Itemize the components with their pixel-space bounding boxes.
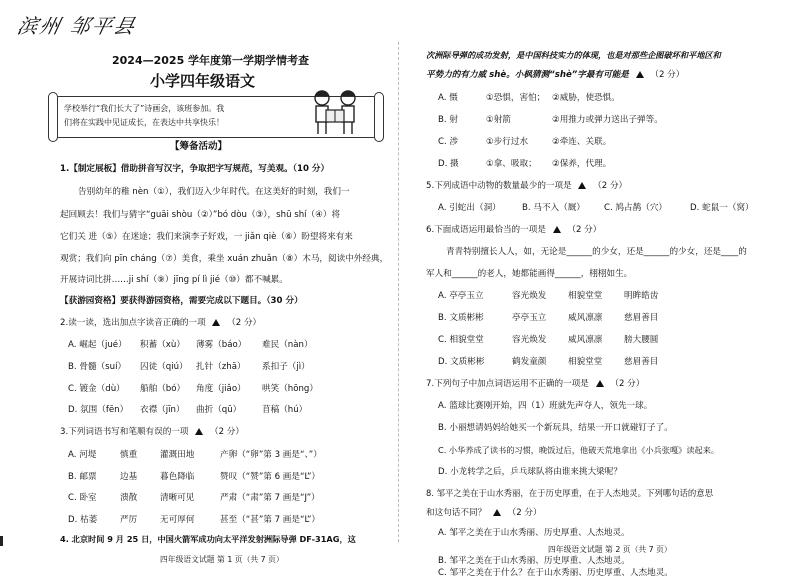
q5-score: （2 分） (593, 181, 628, 191)
q4-option-d-3: ②保养，代理。 (552, 159, 612, 169)
q7-score: （2 分） (610, 379, 645, 389)
q7-heading (426, 379, 644, 390)
q1-line-4: 观赏；我们向 pīn cháng（⑦）美食，乘坐 xuán zhuǎn（⑧）木马，阅读中外经典， (60, 254, 389, 264)
q6-option-a-2: 容光焕发 (512, 291, 547, 301)
q6-heading-text: 6.下面成语运用最恰当的一项是 (426, 225, 546, 235)
q3-option-b-4: 赞叹（“赞”第 6 画是“L”） (220, 472, 321, 482)
margin-mark (0, 536, 3, 546)
q8-score: （2 分） (507, 508, 542, 518)
q2-score: （2 分） (227, 318, 262, 328)
exam-title: 2024—2025 学年度第一学期学情考查 (112, 54, 310, 67)
q6-option-d-1: D. 文质彬彬 (438, 357, 485, 367)
q3-score: （2 分） (209, 427, 244, 437)
banner-line-1: 学校举行“我们长大了”诗画会，该班参加。我 (64, 104, 225, 113)
q1-heading: 1.【制定展板】借助拼音写汉字，争取把字写规范，写美观。（10 分） (60, 164, 330, 174)
q8-line-2 (426, 508, 542, 519)
q7-option-c: C. 小华养成了读书的习惯，晚饭过后，他破天荒地拿出《小兵张嘎》读起来。 (438, 445, 720, 455)
q5-heading-text: 5.下列成语中动物的数量最少的一项是 (426, 181, 572, 191)
q3-option-a-3: 灌溉田地 (160, 450, 195, 460)
q6-option-b-3: 威风凛凛 (568, 313, 603, 323)
q6-option-c-4: 膀大腰圆 (624, 335, 659, 345)
q4-option-b-1: B. 射 (438, 115, 458, 125)
q1-line-2: 起回顾去！我们与猜字“guāi shòu（②）”bó dòu（③），shū shí（④）将 (60, 210, 341, 220)
q5-option-d: D. 蛇鼠一（窝） (690, 203, 754, 213)
q4-option-d-2: ①拿、吸取； (486, 159, 537, 169)
q3-option-d-4: 甚至（“甚”第 7 画是“L”） (220, 515, 321, 525)
q3-option-d-3: 无可厚何 (160, 515, 195, 525)
q5-option-c: C. 鸠占鹊（穴） (604, 203, 668, 213)
q8-line-1: 8. 邹平之美在于山水秀丽，在于历史厚重，在于人杰地灵。下列哪句话的意思 (426, 488, 714, 498)
q6-option-a-3: 相貌堂堂 (568, 291, 603, 301)
blank-triangle-icon (195, 428, 203, 435)
q6-score: （2 分） (567, 225, 602, 235)
q3-option-b-1: B. 邮票 (68, 472, 97, 482)
q3-option-a-2: 慎重 (120, 450, 138, 460)
q2-option-d-1: D. 氛围（fēn） (68, 405, 129, 415)
q8-option-c: C. 邹平之美在于什么？在于山水秀丽、历史厚重、人杰地灵。 (438, 568, 673, 578)
q2-option-b-1: B. 骨髓（suí） (68, 362, 127, 372)
q4-score: （2 分） (650, 70, 685, 80)
q1-line-3: 它们关 进（⑤）在迷途；我们来演李子好戏，一 jiǎn qiè（⑥）盼望将来有来 (60, 232, 353, 242)
q2-option-d-2: 衣襟（jīn） (140, 405, 185, 415)
q4-option-c-2: ①步行过水 (486, 137, 529, 147)
q4-line-3-text: 平势力的有力威 shè。小枫猜测“shè”字最有可能是 (426, 70, 629, 80)
blank-triangle-icon (212, 319, 220, 326)
q6-option-d-4: 慈眉善目 (624, 357, 659, 367)
q3-option-c-2: 溃散 (120, 493, 138, 503)
q3-option-a-4: 产卵（“卵”第 3 画是“、”） (220, 450, 322, 460)
q4-option-b-3: ②用推力或弹力送出子弹等。 (552, 115, 663, 125)
q3-option-d-2: 严厉 (120, 515, 138, 525)
q2-option-c-3: 角度（jiǎo） (196, 384, 246, 394)
q5-option-b: B. 马不入（厩） (522, 203, 585, 213)
q1-line-1: 告别幼年的稚 nèn（①），我们迈入少年时代。在这美好的时刻，我们一 (78, 187, 350, 197)
q6-option-a-4: 明眸皓齿 (624, 291, 659, 301)
q3-option-c-1: C. 卧室 (68, 493, 97, 503)
q4-option-a-3: ②威胁，使恐惧。 (552, 93, 620, 103)
q6-passage-line-1: 青青特别擅长人人，如，无论是______的少女，还是______的少女，还是____的 (446, 247, 747, 257)
subject-title: 小学四年级语文 (150, 72, 256, 90)
q1-line-5: 开展诗词比拼……ji shí（⑨）jīng pí lì jié（⑩）都不喊累。 (60, 275, 288, 285)
q6-option-c-3: 威风凛凛 (568, 335, 603, 345)
q6-heading (426, 225, 601, 236)
q2-option-c-4: 哄笑（hōng） (262, 384, 318, 394)
blank-triangle-icon (596, 380, 604, 387)
blank-triangle-icon (493, 509, 501, 516)
children-reading-icon (306, 86, 366, 136)
game-section-heading: 【获游园资格】要获得游园资格，需要完成以下题目。（30 分） (60, 296, 303, 306)
q5-option-a: A. 引蛇出（洞） (438, 203, 501, 213)
q4-line-1: 4. 北京时间 9 月 25 日，中国火箭军成功向太平洋发射洲际导弹 DF-31AG，这 (60, 534, 356, 544)
q4-option-d-1: D. 摄 (438, 159, 459, 169)
q2-option-b-4: 系扣子（jì） (262, 362, 310, 372)
q6-option-c-1: C. 相貌堂堂 (438, 335, 484, 345)
footer-page-2: 四年级语文试题 第 2 页（共 7 页） (548, 545, 672, 554)
q7-option-a: A. 篮球比赛刚开始，四（1）班就先声夺人，领先一球。 (438, 401, 653, 411)
q3-option-b-2: 边基 (120, 472, 138, 482)
blank-triangle-icon (578, 182, 586, 189)
q3-option-d-1: D. 枯萎 (68, 515, 98, 525)
handwritten-note: 滨州 邹平县 (15, 14, 139, 38)
q2-option-b-3: 扎针（zhā） (196, 362, 246, 372)
page-divider (398, 42, 399, 542)
q7-option-d: D. 小龙转学之后，乒乓球队将由谁来挑大梁呢？ (438, 467, 622, 477)
blank-triangle-icon (553, 226, 561, 233)
q7-heading-text: 7.下列句子中加点词语运用不正确的一项是 (426, 379, 589, 389)
q3-option-c-4: 严肃（“肃”第 7 画是“J”） (220, 493, 320, 503)
q7-option-b: B. 小丽想请妈妈给她买一个新玩具，结果一开口就碰钉子了。 (438, 423, 673, 433)
q6-option-c-2: 容光焕发 (512, 335, 547, 345)
q2-option-d-4: 苜稿（hú） (262, 405, 308, 415)
q2-option-a-3: 薄雾（báo） (196, 340, 247, 350)
q3-option-c-3: 清晰可见 (160, 493, 195, 503)
q8-option-b: B. 邹平之美在于山水秀丽、历史厚重、人杰地灵。 (438, 556, 630, 566)
q3-option-b-3: 暮色降临 (160, 472, 195, 482)
q2-option-a-4: 难民（nàn） (262, 340, 313, 350)
q3-option-a-1: A. 河堤 (68, 450, 97, 460)
q4-option-c-3: ②牵连、关联。 (552, 137, 612, 147)
q6-option-b-4: 慈眉善目 (624, 313, 659, 323)
blank-triangle-icon (636, 71, 644, 78)
q3-heading (60, 427, 244, 438)
q4-line-2: 次洲际导弹的成功发射，是中国科技实力的体现，也是对那些企图破坏和平地区和 (426, 50, 721, 60)
q2-heading (60, 318, 261, 329)
q4-option-c-1: C. 涉 (438, 137, 459, 147)
q5-heading (426, 181, 627, 192)
q6-option-d-2: 鹤发童颜 (512, 357, 547, 367)
q6-option-a-1: A. 亭亭玉立 (438, 291, 484, 301)
q4-option-b-2: ①射箭 (486, 115, 511, 125)
q2-option-a-1: A. 崛起（jué） (68, 340, 127, 350)
q2-heading-text: 2.读一读，选出加点字读音正确的一项 (60, 318, 206, 328)
banner-line-2: 们将在实践中见证成长，在表达中共享快乐！ (64, 118, 224, 127)
q6-option-d-3: 相貌堂堂 (568, 357, 603, 367)
q8-line-2-text: 和这句话不同？ (426, 508, 487, 518)
q2-option-a-2: 积蓄（xù） (140, 340, 185, 350)
q8-option-a: A. 邹平之美在于山水秀丽、历史厚重、人杰地灵。 (438, 528, 630, 538)
q2-option-c-1: C. 镀金（dù） (68, 384, 125, 394)
footer-page-1: 四年级语文试题 第 1 页（共 7 页） (160, 555, 284, 564)
q6-option-b-1: B. 文质彬彬 (438, 313, 484, 323)
q3-heading-text: 3.下列词语书写和笔顺有误的一项 (60, 427, 189, 437)
q6-option-b-2: 亭亭玉立 (512, 313, 547, 323)
q2-option-c-2: 船舶（bó） (140, 384, 186, 394)
q4-option-a-2: ①恐惧，害怕； (486, 93, 546, 103)
q2-option-b-2: 囚徒（qiú） (140, 362, 188, 372)
q2-option-d-3: 曲折（qū） (196, 405, 242, 415)
q6-passage-line-2: 军人和______的老人，她都能画得______，栩栩如生。 (426, 269, 633, 279)
section-prep-heading: 【筹备活动】 (170, 141, 228, 152)
q4-option-a-1: A. 慑 (438, 93, 458, 103)
q4-line-3 (426, 70, 684, 81)
